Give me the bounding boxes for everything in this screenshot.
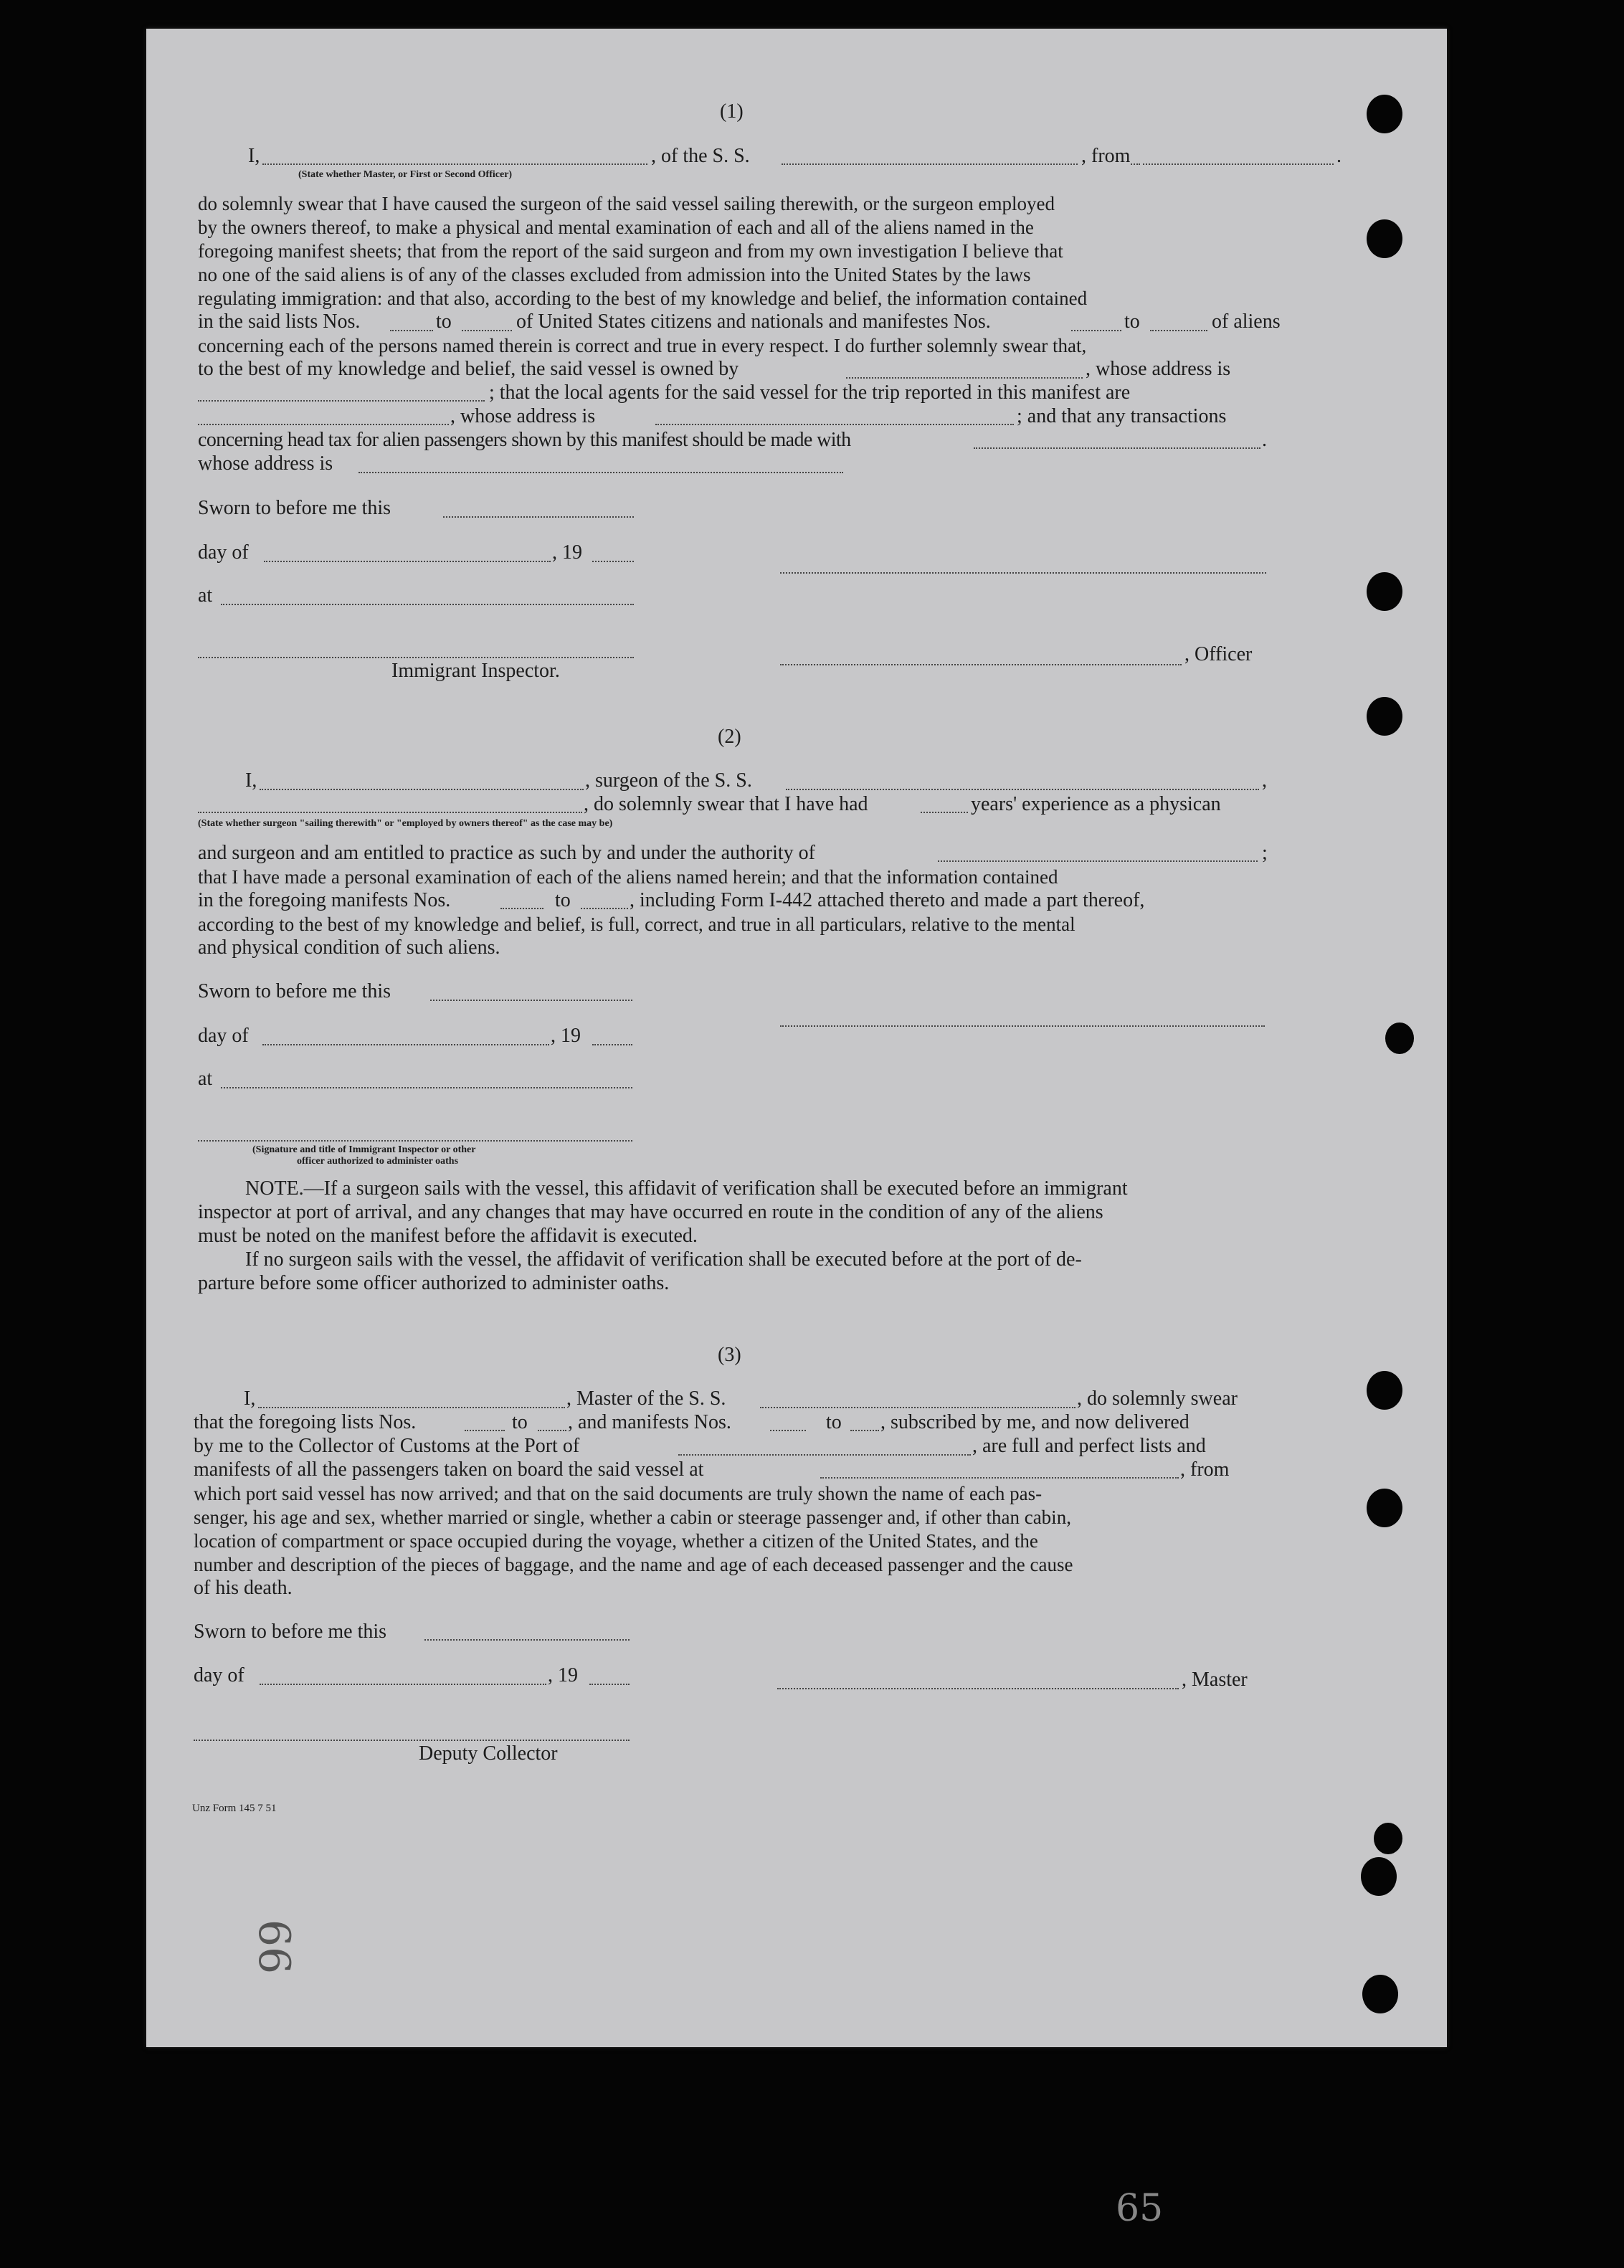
deputy-signature-line[interactable] [194, 1740, 630, 1741]
s2-physical: and physical condition of such aliens. [198, 936, 500, 959]
s1-at: at [198, 584, 213, 607]
s3-master-ss: , Master of the S. S. [566, 1387, 726, 1410]
s1-from-label: , from [1078, 145, 1130, 168]
s2-according: according to the best of my knowledge and belief, is full, correct, and true in all particulars, relative to the mental [198, 914, 1075, 935]
s2-month-field[interactable] [262, 1044, 549, 1045]
punch-hole [1367, 219, 1402, 258]
s2-note-5: parture before some officer authorized to administer oaths. [198, 1272, 670, 1294]
form-page [146, 29, 1447, 2047]
s1-sworn: Sworn to before me this [198, 497, 391, 519]
s3-manifest-to-field[interactable] [850, 1430, 879, 1431]
s1-year-field[interactable] [592, 561, 634, 562]
section-3-number: (3) [718, 1344, 741, 1366]
s2-swear-a: , do solemnly swear that I have had [584, 793, 868, 815]
s3-body-line-1: which port said vessel has now arrived; and that on the said documents are truly shown the name of each pas- [194, 1483, 1043, 1504]
owner-address-field[interactable] [198, 400, 485, 402]
s3-swear: , do solemnly swear [1077, 1387, 1238, 1410]
s3-list-from-field[interactable] [465, 1430, 505, 1431]
s2-manifest-to-field[interactable] [581, 908, 628, 909]
handwritten-mark: 65 [1116, 2187, 1164, 2230]
s3-collector-b: , are full and perfect lists and [972, 1435, 1206, 1457]
punch-hole [1385, 1023, 1414, 1054]
s1-officer-label: , Officer [1184, 643, 1253, 665]
s3-lists-a: that the foregoing lists Nos. [194, 1411, 417, 1433]
s2-surgeon-ss: , surgeon of the S. S. [585, 769, 752, 792]
s1-agent-addr: , whose address is [450, 405, 596, 427]
s2-note-3: must be noted on the manifest before the affidavit is executed. [198, 1225, 698, 1247]
us-list-from-field[interactable] [390, 330, 433, 331]
s1-lists-a: in the said lists Nos. [198, 310, 361, 333]
embarkation-port-field[interactable] [820, 1477, 1179, 1479]
s2-note-2: inspector at port of arrival, and any changes that may have occurred en route in the condition of any of the aliens [198, 1201, 1103, 1223]
punch-hole [1367, 95, 1402, 133]
handwritten-page-number: 66 [249, 1919, 300, 1975]
surgeon-status-note: (State whether surgeon "sailing therewith" or "employed by owners thereof" as the case may be) [198, 818, 613, 829]
s1-transactions: ; and that any transactions [1017, 405, 1227, 427]
s3-sworn: Sworn to before me this [194, 1621, 387, 1643]
s3-vessel-field[interactable] [760, 1407, 1075, 1408]
s3-to-2: to [826, 1411, 842, 1433]
s1-owned-a: to the best of my knowledge and belief, the said vessel is owned by [198, 358, 739, 380]
officer-name-field[interactable] [262, 163, 678, 165]
s1-body-line-3: foregoing manifest sheets; that from the report of the said surgeon and from my own investigation I believe that [198, 240, 1063, 262]
s3-manifests-b: , from [1180, 1458, 1230, 1481]
master-signature-line[interactable] [777, 1688, 1179, 1689]
punch-hole [1361, 1857, 1397, 1896]
s2-inspector-signature-line[interactable] [198, 1140, 632, 1142]
s1-to-2: to [1124, 310, 1140, 333]
s3-body-line-4: number and description of the pieces of baggage, and the name and age of each deceased passenger and the cause [194, 1554, 1073, 1575]
s3-lists-c: , subscribed by me, and now delivered [880, 1411, 1189, 1433]
s1-body-line-2: by the owners thereof, to make a physical and mental examination of each and all of the aliens named in the [198, 217, 1034, 238]
punch-hole [1367, 1371, 1402, 1410]
s2-note-4: If no surgeon sails with the vessel, the affidavit of verification shall be executed before at the port of de- [245, 1248, 1082, 1271]
port-field[interactable] [678, 1454, 971, 1456]
s2-manifest-from-field[interactable] [500, 908, 543, 909]
s1-inspector-signature-line[interactable] [198, 657, 634, 658]
form-id: Unz Form 145 7 51 [192, 1803, 277, 1814]
s3-nineteen: , 19 [548, 1664, 578, 1686]
us-list-to-field[interactable] [462, 330, 512, 331]
s1-headtax: concerning head tax for alien passengers shown by this manifest should be made with [198, 429, 851, 451]
s2-place-field[interactable] [221, 1087, 632, 1088]
s1-officer-signature-line[interactable] [780, 664, 1182, 665]
surgeon-name-field[interactable] [260, 789, 584, 790]
s1-owned-b: , whose address is [1086, 358, 1231, 380]
s3-month-field[interactable] [260, 1684, 546, 1685]
s2-comma: , [1262, 769, 1267, 792]
s3-day-of: day of [194, 1664, 244, 1686]
alien-manifest-from-field[interactable] [1071, 330, 1121, 331]
s3-i-label: I, [244, 1387, 256, 1410]
years-experience-field[interactable] [921, 812, 968, 813]
headtax-address-field[interactable] [358, 472, 843, 473]
punch-hole [1367, 697, 1402, 736]
s2-signature-line[interactable] [780, 1025, 1265, 1027]
punch-hole [1362, 1975, 1398, 2013]
licensing-authority-field[interactable] [938, 860, 1258, 862]
s2-foregoing-b: , including Form I-442 attached thereto and made a part thereof, [630, 889, 1145, 911]
section-2-number: (2) [718, 726, 741, 748]
s2-foregoing-a: in the foregoing manifests Nos. [198, 889, 451, 911]
s2-swear-b: years' experience as a physican [971, 793, 1221, 815]
s3-to-1: to [512, 1411, 528, 1433]
s1-agents: ; that the local agents for the said vessel for the trip reported in this manifest are [489, 381, 1131, 404]
s3-lists-b: , and manifests Nos. [568, 1411, 731, 1433]
agent-address-field[interactable] [655, 424, 1014, 425]
s1-of-ss-label: , of the S. S. [648, 145, 750, 168]
master-name-field[interactable] [258, 1407, 565, 1408]
s2-authority-end: ; [1262, 842, 1268, 864]
alien-manifest-to-field[interactable] [1150, 330, 1207, 331]
s3-body-line-2: senger, his age and sex, whether married or single, whether a cabin or steerage passenger and, if other than cabin, [194, 1507, 1071, 1528]
punch-hole [1367, 572, 1402, 611]
s1-month-field[interactable] [264, 561, 551, 562]
s2-sworn-day-field[interactable] [430, 1000, 632, 1001]
s3-manifest-from-field[interactable] [770, 1430, 806, 1431]
s1-sworn-day-field[interactable] [443, 516, 634, 518]
local-agents-field[interactable] [198, 424, 449, 425]
s3-master-label: , Master [1182, 1669, 1248, 1691]
s1-concerning: concerning each of the persons named therein is correct and true in every respect. I do further solemnly swear that, [198, 335, 1087, 356]
s1-whose-addr: whose address is [198, 452, 333, 475]
headtax-contact-field[interactable] [974, 447, 1260, 449]
s1-body-line-1: do solemnly swear that I have caused the surgeon of the said vessel sailing therewith, or the surgeon employed [198, 193, 1055, 214]
s1-i-label: I, [248, 145, 260, 167]
s2-sig-note-2: officer authorized to administer oaths [297, 1156, 459, 1167]
s3-list-to-field[interactable] [538, 1430, 566, 1431]
s1-place-field[interactable] [221, 604, 634, 605]
s3-body-line-5: of his death. [194, 1577, 293, 1599]
vessel-owner-field[interactable] [846, 377, 1083, 379]
officer-rank-note: (State whether Master, or First or Second Officer) [298, 169, 513, 180]
s3-year-field[interactable] [589, 1684, 630, 1685]
s1-body-line-4: no one of the said aliens is of any of the classes excluded from admission into the United States by the laws [198, 264, 1031, 285]
from-port-field[interactable] [1143, 163, 1334, 165]
s2-i-label: I, [245, 769, 257, 792]
section-1-number: (1) [720, 100, 744, 123]
s3-collector-a: by me to the Collector of Customs at the Port of [194, 1435, 580, 1457]
s2-day-of: day of [198, 1025, 249, 1047]
s3-body-line-3: location of compartment or space occupied during the voyage, whether a citizen of the United States, and the [194, 1530, 1038, 1552]
punch-hole [1374, 1823, 1402, 1854]
s1-body-line-5: regulating immigration: and that also, according to the best of my knowledge and belief, the information contained [198, 288, 1088, 309]
surgeon-status-field[interactable] [198, 812, 582, 813]
s2-authority: and surgeon and am entitled to practice as such by and under the authority of [198, 842, 815, 864]
s2-personal: that I have made a personal examination of each of the aliens named herein; and that the information contained [198, 866, 1058, 888]
s1-day-of: day of [198, 541, 249, 564]
s1-to-1: to [436, 310, 452, 333]
s2-nineteen: , 19 [551, 1025, 581, 1047]
s2-to: to [555, 889, 571, 911]
s1-inspector-label: Immigrant Inspector. [391, 660, 560, 682]
s1-lists-b: of United States citizens and nationals and manifestes Nos. [516, 310, 991, 333]
punch-hole [1367, 1489, 1402, 1527]
s1-nineteen: , 19 [552, 541, 582, 564]
s2-sig-note-1: (Signature and title of Immigrant Inspector or other [252, 1144, 476, 1155]
s1-from-end: . [1336, 145, 1342, 167]
s3-manifests-a: manifests of all the passengers taken on board the said vessel at [194, 1458, 704, 1481]
s2-sworn: Sworn to before me this [198, 980, 391, 1002]
s2-year-field[interactable] [592, 1044, 632, 1045]
s2-vessel-field[interactable] [786, 789, 1259, 790]
s2-note-1: NOTE.—If a surgeon sails with the vessel, this affidavit of verification shall be executed before an immigrant [245, 1177, 1128, 1200]
s3-sworn-day-field[interactable] [424, 1639, 630, 1641]
s1-lists-c: of aliens [1212, 310, 1281, 333]
s3-deputy-label: Deputy Collector [419, 1742, 558, 1765]
s1-headtax-end: . [1262, 429, 1267, 451]
s1-signature-line[interactable] [780, 572, 1266, 574]
s2-at: at [198, 1068, 213, 1090]
